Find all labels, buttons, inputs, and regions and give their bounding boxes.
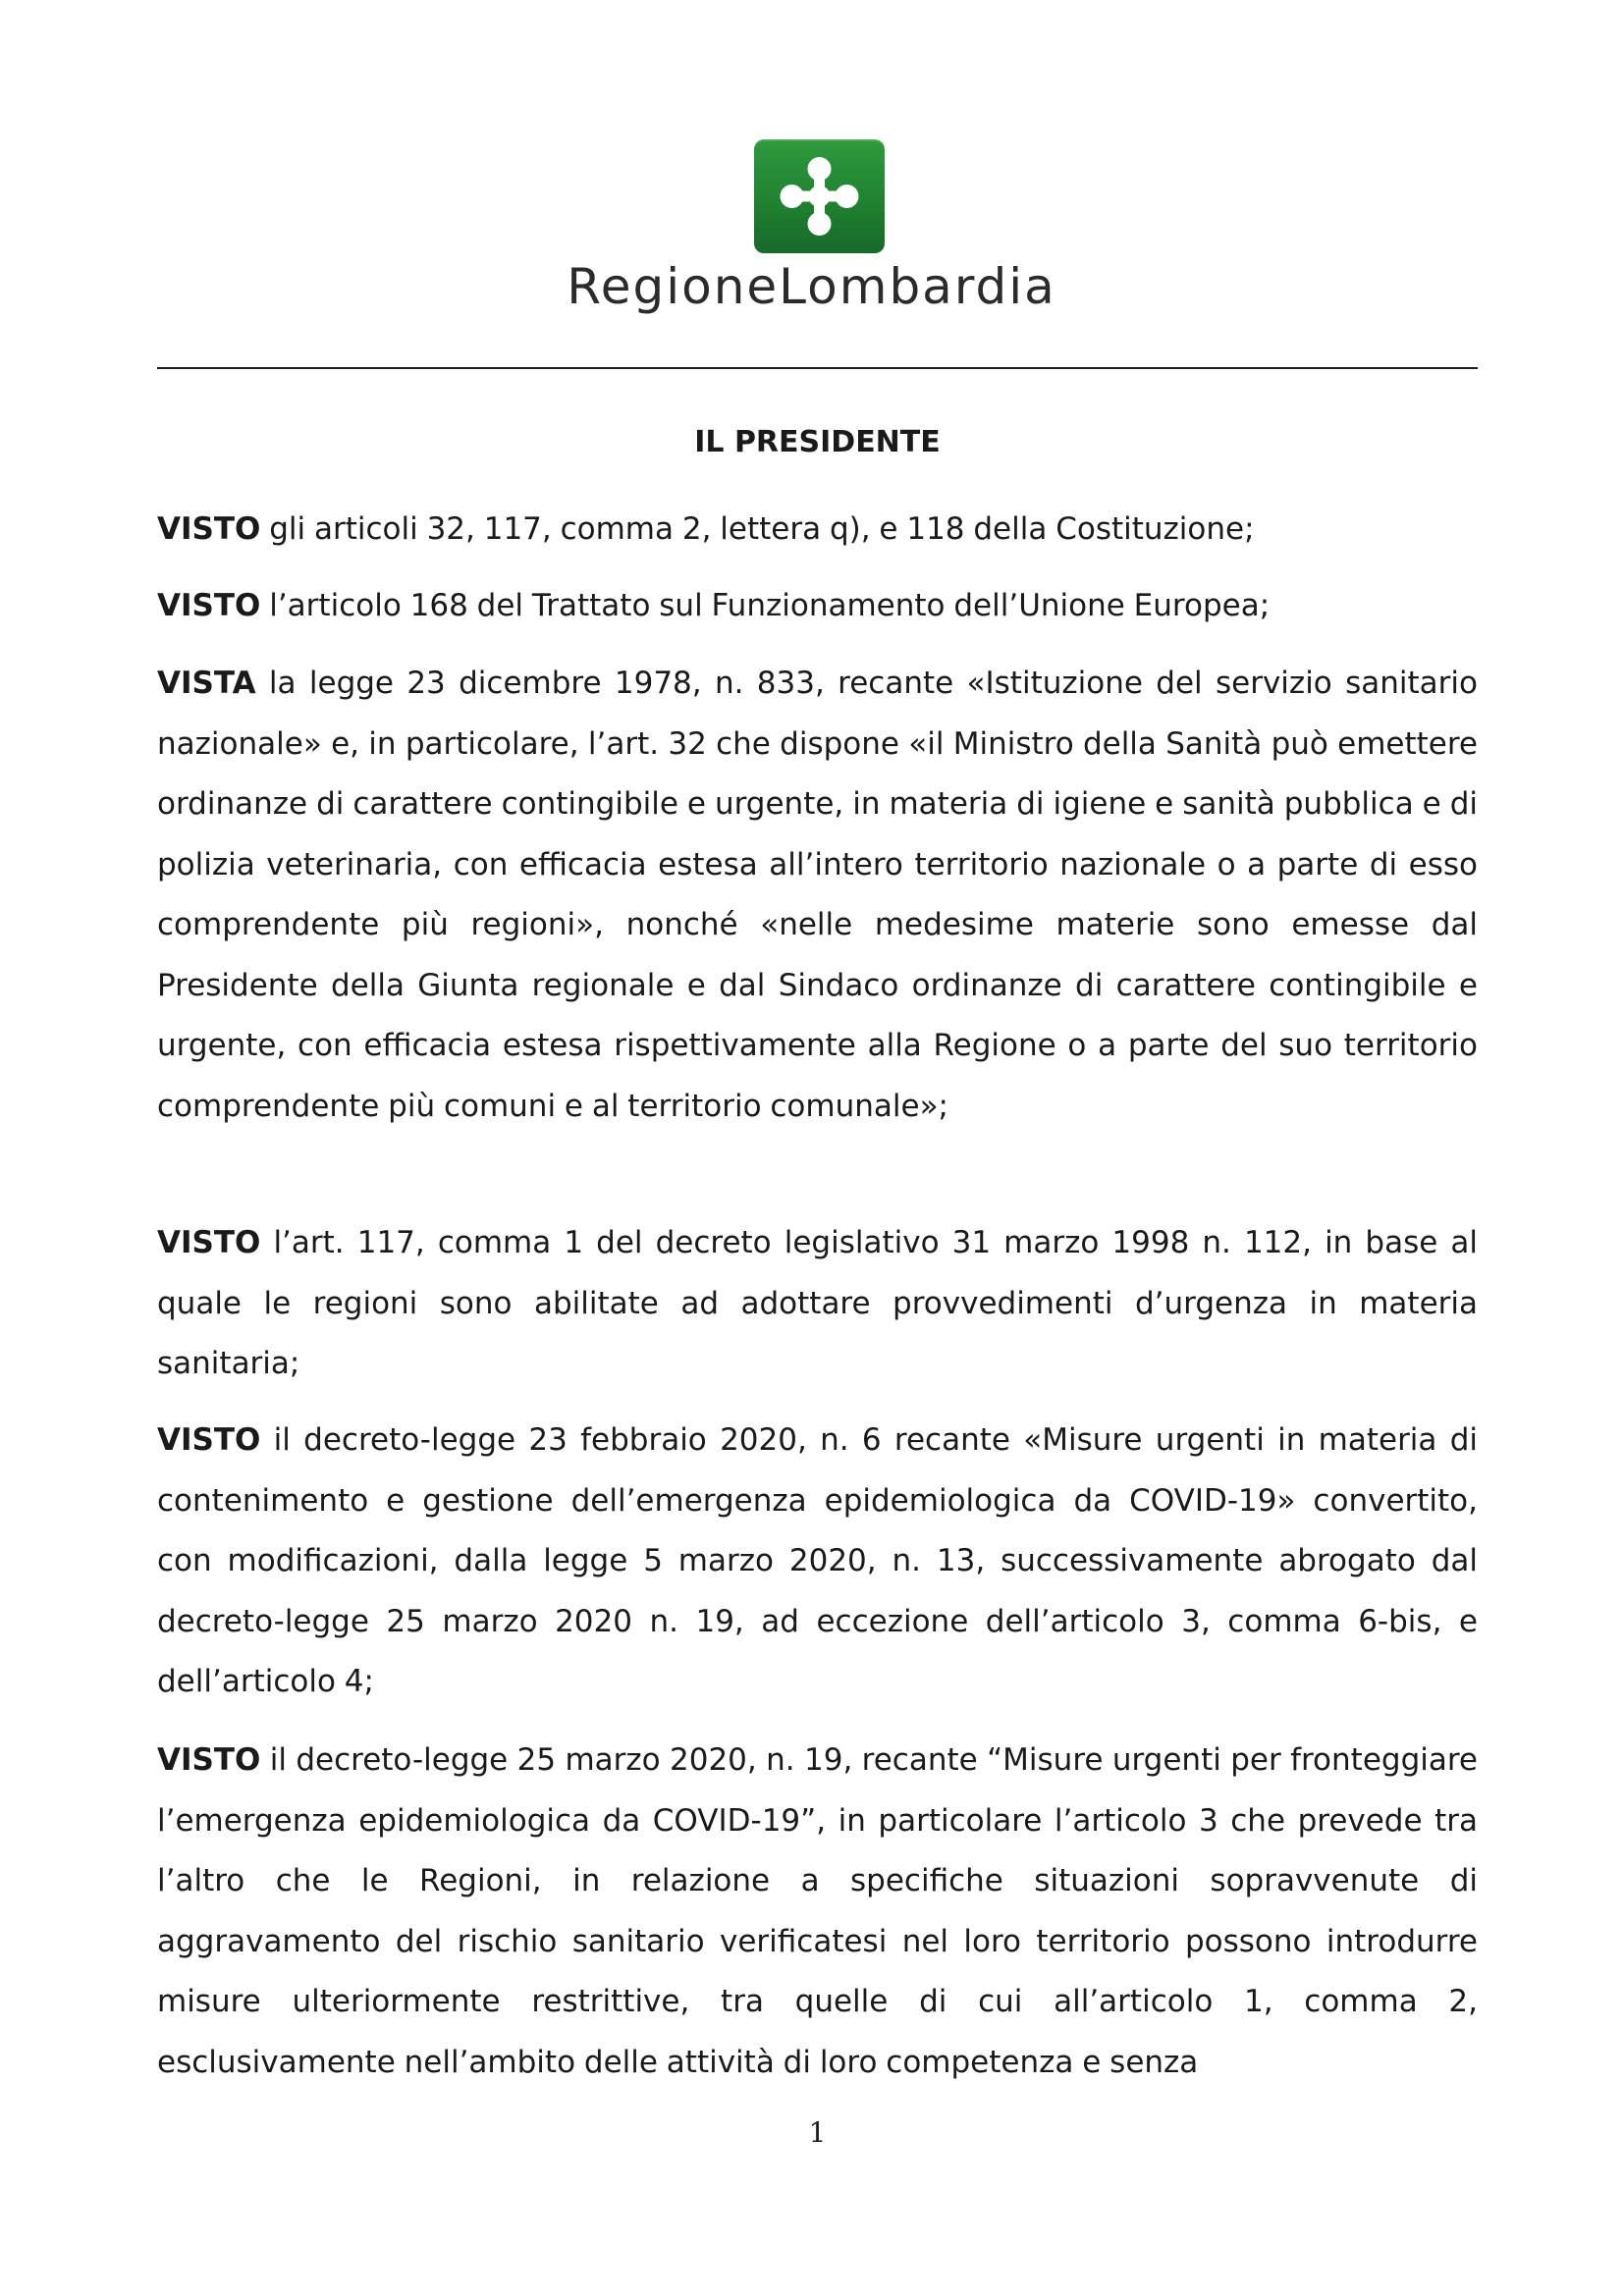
paragraph-6 [157,1731,1478,2093]
paragraph-text: l’art. 117, comma 1 del decreto legislativo 31 marzo 1998 n. 112, in base al quale le regioni sono abilitate ad adottare provvedimenti d’urgenza in materia sanitaria; [157,1225,1478,1381]
paragraph-keyword: VISTO [157,1742,261,1778]
page-number: 1 [808,2116,827,2149]
paragraph-keyword: VISTO [157,1225,261,1260]
paragraph-4 [157,1213,1478,1395]
paragraph-text: il decreto-legge 25 marzo 2020, n. 19, recante “Misure urgenti per fronteggiare l’emergenza epidemiologica da COVID-19”, in particolare l’articolo 3 che prevede tra l’altro che le Regioni, in relazione a specifiche situazioni sopravvenute di aggravamento del rischio sanitario verificatesi nel loro territorio possono introdurre misure ulteriormente restrittive, tra quelle di cui all’articolo 1, comma 2, esclusivamente nell’ambito delle attività di loro competenza e senza [157,1742,1478,2080]
paragraph-5 [157,1411,1478,1713]
logo-wordmark: RegioneLombardia [567,258,1056,315]
paragraph-1 [157,500,1478,561]
paragraph-text: l’articolo 168 del Trattato sul Funzionamento dell’Unione Europea; [260,588,1271,623]
paragraph-keyword: VISTO [157,588,261,623]
paragraph-text: la legge 23 dicembre 1978, n. 833, recante «Istituzione del servizio sanitario nazionale» e, in particolare, l’art. 32 che dispone «il Ministro della Sanità può emettere ordinanze di carattere contingibile e urgente, in materia di igiene e sanità pubblica e di polizia veterinaria, con efficacia estesa all’intero territorio nazionale o a parte di esso comprendente più regioni», nonché «nelle medesime materie sono emesse dal Presidente della Giunta regionale e dal Sindaco ordinanze di carattere contingibile e urgente, con efficacia estesa rispettivamente alla Regione o a parte del suo territorio comprendente più comuni e al territorio comunale»; [157,666,1478,1124]
paragraph-3 [157,654,1478,1137]
paragraph-keyword: VISTO [157,511,261,547]
paragraph-text: il decreto-legge 23 febbraio 2020, n. 6 recante «Misure urgenti in materia di contenimento e gestione dell’emergenza epidemiologica da COVID-19» convertito, con modificazioni, dalla legge 5 marzo 2020, n. 13, successivamente abrogato dal decreto-legge 25 marzo 2020 n. 19, ad eccezione dell’articolo 3, comma 6-bis, e dell’articolo 4; [157,1422,1478,1699]
header-divider [157,367,1478,369]
paragraph-text: gli articoli 32, 117, comma 2, lettera q), e 118 della Costituzione; [260,511,1255,547]
document-heading: IL PRESIDENTE [694,425,941,459]
paragraph-keyword: VISTO [157,1422,261,1458]
regione-lombardia-logo-icon [754,139,885,253]
paragraph-keyword: VISTA [157,666,256,701]
paragraph-2 [157,576,1478,637]
